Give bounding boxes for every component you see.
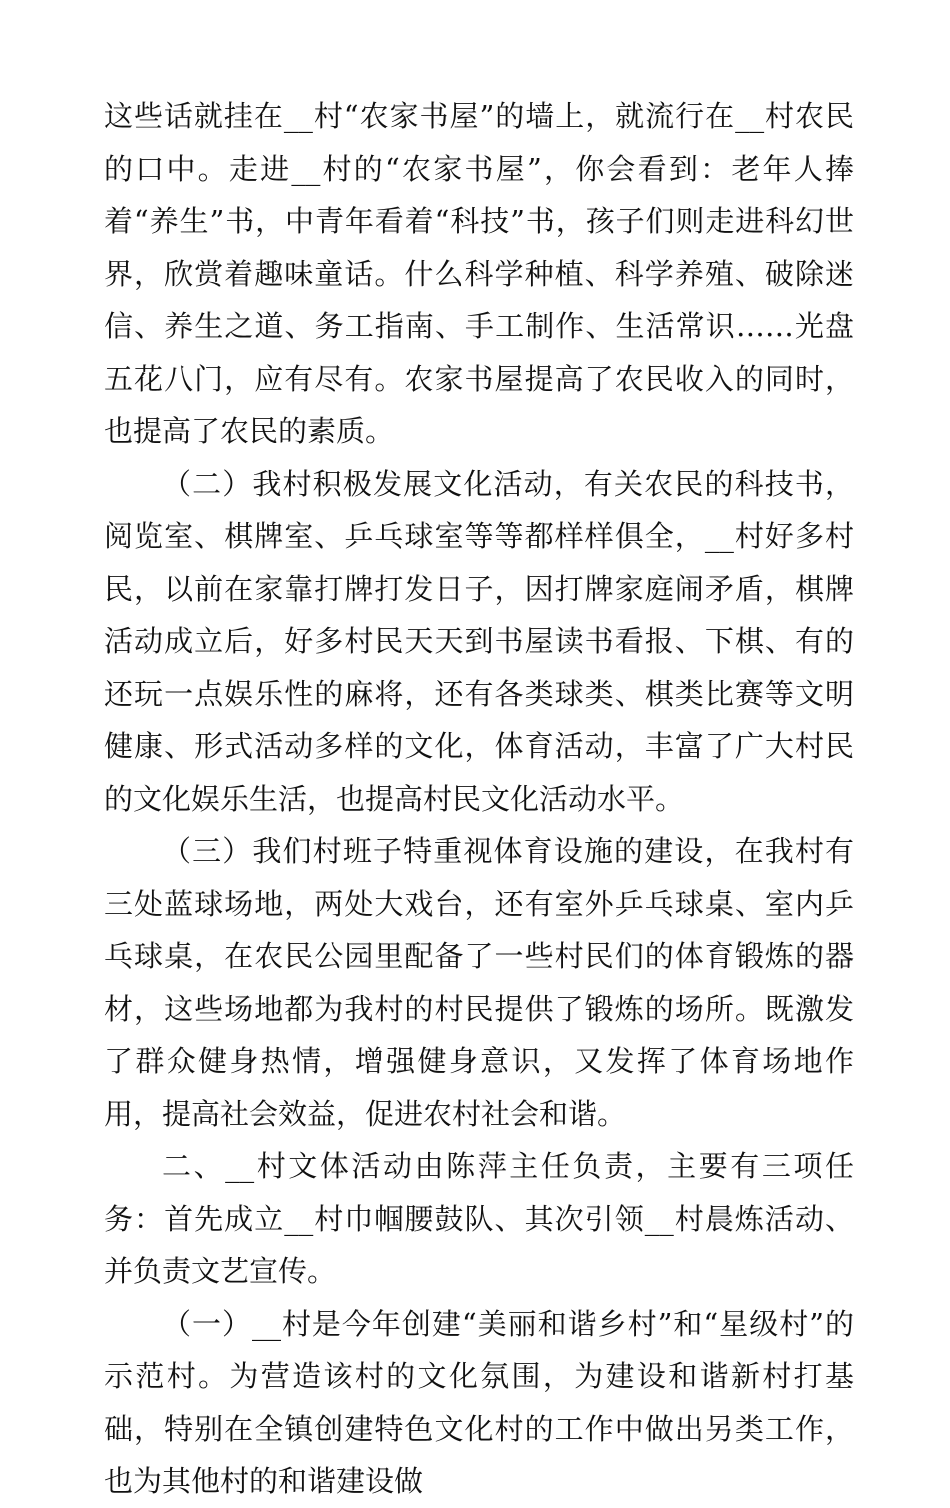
paragraph-sports-facilities: （三）我们村班子特重视体育设施的建设，在我村有三处蓝球场地，两处大戏台，还有室外乒乓球桌、室内乒乓球桌，在农民公园里配备了一些村民们的体育锻炼的器材，这些场地都为我村的村民提供了锻炼的场所。既激发了群众健身热情，增强健身意识，又发挥了体育场地作用，提高社会效益，促进农村社会和谐。 bbox=[104, 834, 854, 1131]
paragraph-demonstration-village: （一）__村是今年创建“美丽和谐乡村”和“星级村”的示范村。为营造该村的文化氛围，为建设和谐新村打基础，特别在全镇创建特色文化村的工作中做出另类工作，也为其他村的和谐建设做 bbox=[104, 1306, 854, 1498]
document-body bbox=[104, 90, 854, 1508]
paragraph-continuation: 这些话就挂在__村“农家书屋”的墙上，就流行在__村农民的口中。走进__村的“农家书屋”，你会看到：老年人捧着“养生”书，中青年看着“科技”书，孩子们则走进科幻世界，欣赏着趣味童话。什么科学种植、科学养殖、破除迷信、养生之道、务工指南、手工制作、生活常识……光盘五花八门，应有尽有。农家书屋提高了农民收入的同时，也提高了农民的素质。 bbox=[104, 99, 854, 448]
paragraph-section-two: 二、__村文体活动由陈萍主任负责，主要有三项任务：首先成立__村巾帼腰鼓队、其次引领__村晨炼活动、并负责文艺宣传。 bbox=[104, 1149, 854, 1288]
paragraph-cultural-activities: （二）我村积极发展文化活动，有关农民的科技书，阅览室、棋牌室、乒乓球室等等都样样俱全，__村好多村民，以前在家靠打牌打发日子，因打牌家庭闹矛盾，棋牌活动成立后，好多村民天天到书屋读书看报、下棋、有的还玩一点娱乐性的麻将，还有各类球类、棋类比赛等文明健康、形式活动多样的文化，体育活动，丰富了广大村民的文化娱乐生活，也提高村民文化活动水平。 bbox=[104, 466, 854, 816]
